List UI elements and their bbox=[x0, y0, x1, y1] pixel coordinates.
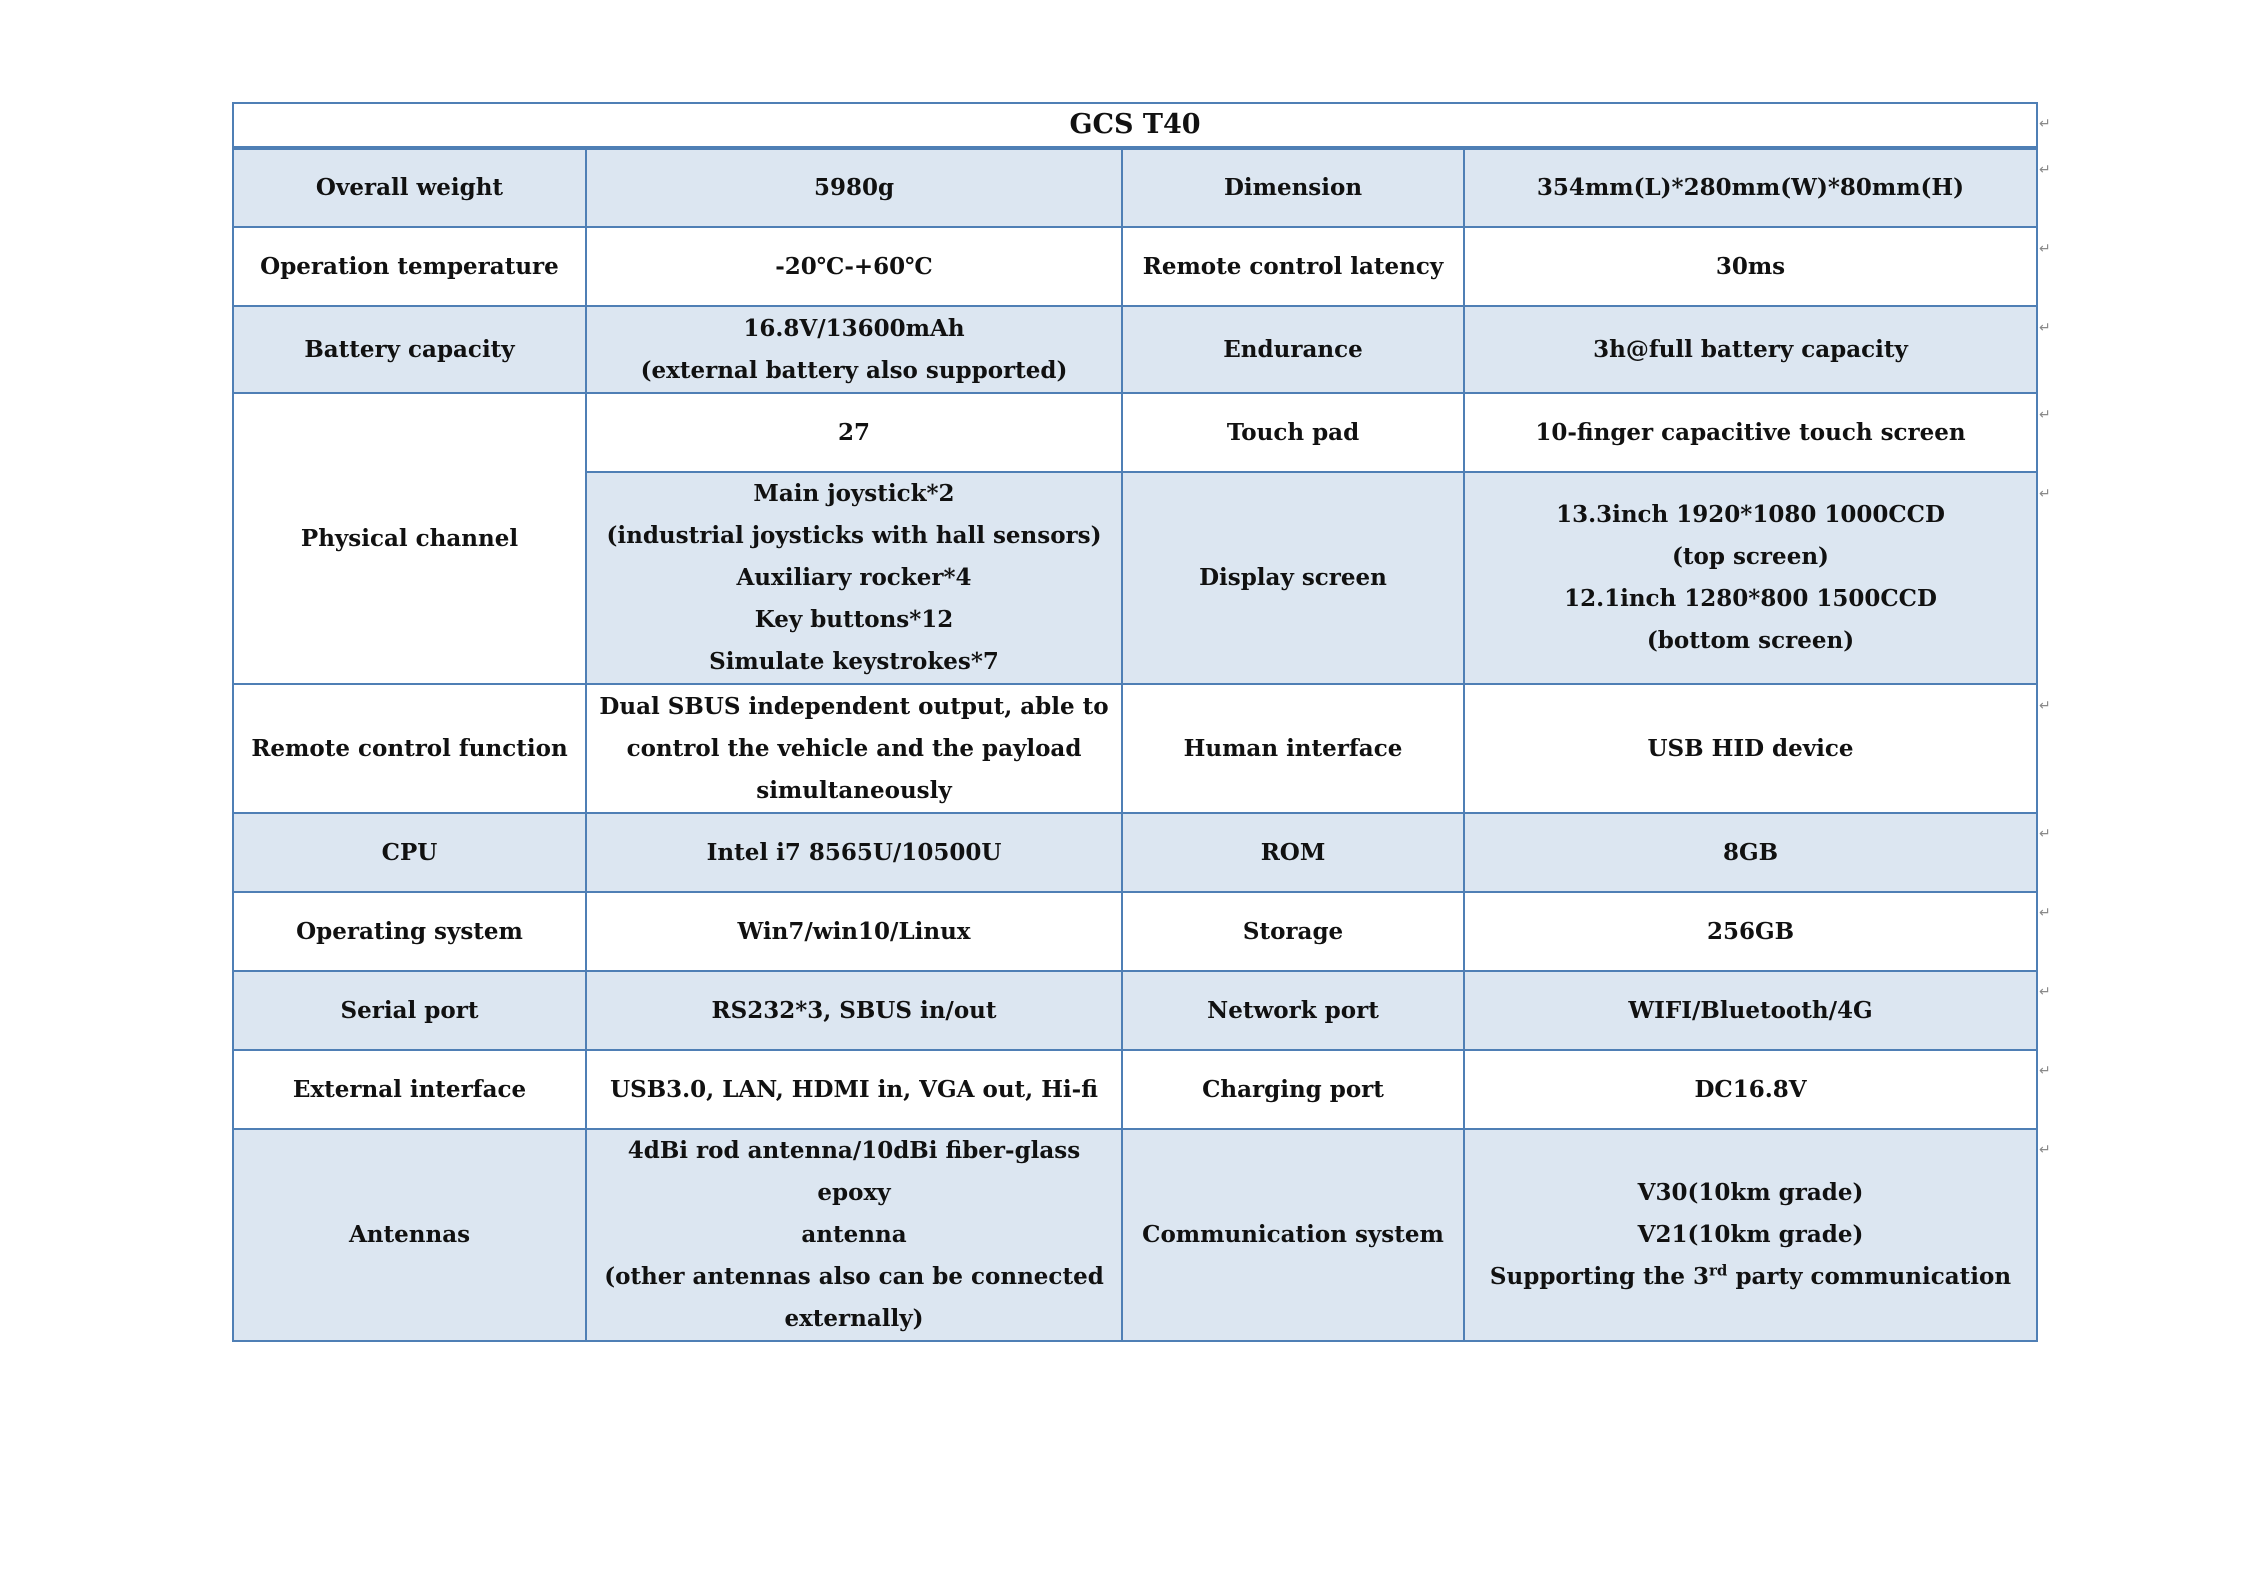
value-line: (other antennas also can be connected bbox=[604, 1263, 1104, 1290]
row-label: Remote control function bbox=[233, 684, 586, 813]
row-label: Network port bbox=[1122, 971, 1464, 1050]
row-label: ROM bbox=[1122, 813, 1464, 892]
value-line: Dual SBUS independent output, able to bbox=[599, 692, 1109, 720]
row-value: 354mm(L)*280mm(W)*80mm(H) bbox=[1464, 148, 2037, 227]
row-end-mark: ↵ bbox=[2039, 1063, 2051, 1079]
row-label: Communication system bbox=[1122, 1129, 1464, 1341]
row-value: Intel i7 8565U/10500U bbox=[586, 813, 1122, 892]
row-end-mark: ↵ bbox=[2039, 116, 2051, 132]
value-line: 12.1inch 1280*800 1500CCD bbox=[1564, 585, 1937, 612]
row-value: 8GB bbox=[1464, 813, 2037, 892]
value-text: party communication bbox=[1727, 1263, 2012, 1290]
row-value: RS232*3, SBUS in/out bbox=[586, 971, 1122, 1050]
row-end-mark: ↵ bbox=[2039, 826, 2051, 842]
table-row bbox=[233, 813, 2037, 892]
row-end-mark: ↵ bbox=[2039, 407, 2051, 423]
superscript-text: rd bbox=[1709, 1261, 1728, 1280]
value-line: simultaneously bbox=[756, 776, 952, 804]
table-row bbox=[233, 1129, 2037, 1341]
row-end-mark: ↵ bbox=[2039, 1142, 2051, 1158]
value-line: Main joystick*2 bbox=[753, 480, 955, 507]
row-label: Overall weight bbox=[233, 148, 586, 227]
spec-sheet bbox=[232, 102, 2036, 1342]
value-line: Key buttons*12 bbox=[754, 606, 954, 633]
row-label: External interface bbox=[233, 1050, 586, 1129]
row-label: Display screen bbox=[1122, 472, 1464, 684]
row-value bbox=[1464, 472, 2037, 684]
row-value: -20℃-+60℃ bbox=[586, 227, 1122, 306]
row-label: Operating system bbox=[233, 892, 586, 971]
row-value: WIFI/Bluetooth/4G bbox=[1464, 971, 2037, 1050]
row-label: Battery capacity bbox=[233, 306, 586, 393]
value-line: 13.3inch 1920*1080 1000CCD bbox=[1556, 501, 1945, 528]
row-end-marks bbox=[2039, 0, 2051, 1587]
row-value bbox=[586, 684, 1122, 813]
row-value bbox=[1464, 1129, 2037, 1341]
row-value: 256GB bbox=[1464, 892, 2037, 971]
row-value: 10-finger capacitive touch screen bbox=[1464, 393, 2037, 472]
value-text: Supporting the 3 bbox=[1489, 1263, 1710, 1290]
value-line: V21(10km grade) bbox=[1637, 1221, 1864, 1248]
value-line: (top screen) bbox=[1672, 543, 1829, 570]
row-end-mark: ↵ bbox=[2039, 984, 2051, 1000]
row-label: Endurance bbox=[1122, 306, 1464, 393]
row-label: Operation temperature bbox=[233, 227, 586, 306]
spec-table bbox=[232, 102, 2038, 1342]
table-row bbox=[233, 684, 2037, 813]
row-label: Physical channel bbox=[233, 393, 586, 684]
row-value: USB3.0, LAN, HDMI in, VGA out, Hi-fi bbox=[586, 1050, 1122, 1129]
row-value: 3h@full battery capacity bbox=[1464, 306, 2037, 393]
table-row bbox=[233, 1050, 2037, 1129]
row-label: Serial port bbox=[233, 971, 586, 1050]
row-label: Touch pad bbox=[1122, 393, 1464, 472]
row-end-mark: ↵ bbox=[2039, 241, 2051, 257]
value-line: (industrial joysticks with hall sensors) bbox=[606, 522, 1102, 549]
value-line: Auxiliary rocker*4 bbox=[736, 564, 972, 591]
row-value: 30ms bbox=[1464, 227, 2037, 306]
row-label: CPU bbox=[233, 813, 586, 892]
value-line: control the vehicle and the payload bbox=[626, 734, 1082, 762]
table-row bbox=[233, 306, 2037, 393]
row-label: Human interface bbox=[1122, 684, 1464, 813]
row-end-mark: ↵ bbox=[2039, 905, 2051, 921]
row-value bbox=[586, 306, 1122, 393]
value-line: (bottom screen) bbox=[1646, 627, 1855, 654]
row-label: Dimension bbox=[1122, 148, 1464, 227]
table-row bbox=[233, 148, 2037, 227]
row-end-mark: ↵ bbox=[2039, 162, 2051, 178]
value-line bbox=[1473, 1256, 2028, 1298]
table-row bbox=[233, 227, 2037, 306]
table-row bbox=[233, 971, 2037, 1050]
row-end-mark: ↵ bbox=[2039, 486, 2051, 502]
row-label: Antennas bbox=[233, 1129, 586, 1341]
row-value: 27 bbox=[586, 393, 1122, 472]
title-row bbox=[233, 103, 2037, 148]
value-line: V30(10km grade) bbox=[1637, 1179, 1864, 1206]
row-label: Remote control latency bbox=[1122, 227, 1464, 306]
row-label: Charging port bbox=[1122, 1050, 1464, 1129]
row-value: DC16.8V bbox=[1464, 1050, 2037, 1129]
table-row bbox=[233, 892, 2037, 971]
value-line: Simulate keystrokes*7 bbox=[709, 648, 999, 675]
row-value: Win7/win10/Linux bbox=[586, 892, 1122, 971]
value-line: externally) bbox=[784, 1305, 924, 1332]
table-title: GCS T40 bbox=[233, 103, 2037, 148]
value-line: (external battery also supported) bbox=[640, 356, 1068, 384]
value-line: 16.8V/13600mAh bbox=[743, 314, 965, 342]
row-value bbox=[586, 1129, 1122, 1341]
value-line: antenna bbox=[801, 1221, 907, 1248]
row-label: Storage bbox=[1122, 892, 1464, 971]
row-end-mark: ↵ bbox=[2039, 320, 2051, 336]
row-value: USB HID device bbox=[1464, 684, 2037, 813]
table-row bbox=[233, 393, 2037, 472]
row-end-mark: ↵ bbox=[2039, 698, 2051, 714]
row-value bbox=[586, 472, 1122, 684]
row-value: 5980g bbox=[586, 148, 1122, 227]
value-line: 4dBi rod antenna/10dBi fiber-glass epoxy bbox=[627, 1137, 1081, 1206]
